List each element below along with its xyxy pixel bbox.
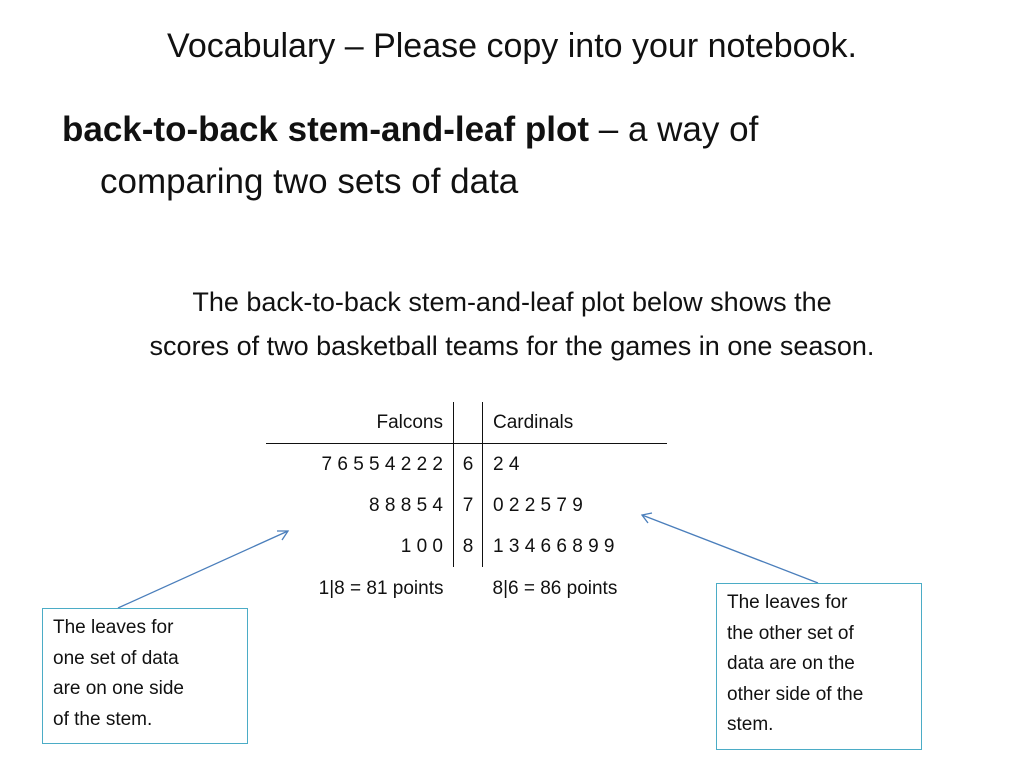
- slide-title: Vocabulary – Please copy into your notebook.: [167, 27, 857, 65]
- callout-right-line: the other set of: [727, 622, 854, 644]
- description-line1: The back-to-back stem-and-leaf plot below shows the: [192, 287, 832, 317]
- callout-left-line: are on one side: [53, 678, 184, 699]
- callout-right-line: stem.: [727, 714, 774, 735]
- falcons-leaves: 1 0 0: [400, 535, 443, 557]
- cardinals-header: Cardinals: [483, 402, 668, 444]
- falcons-leaves: 7 6 5 5 4 2 2 2: [321, 453, 443, 475]
- callout-right-line: The leaves for: [727, 592, 848, 613]
- cardinals-leaves: 2 4: [493, 453, 520, 475]
- stem-and-leaf-plot: [266, 402, 667, 611]
- description-line2: scores of two basketball teams for the games in one season.: [149, 331, 875, 361]
- callout-right: [716, 583, 922, 750]
- plot-description: [40, 280, 984, 368]
- cardinals-leaves: 0 2 2 5 7 9: [493, 494, 583, 516]
- falcons-leaves: 8 8 8 5 4: [369, 494, 443, 516]
- falcons-key: 1|8 = 81 points: [318, 578, 444, 599]
- definition: [62, 104, 962, 208]
- falcons-header: Falcons: [266, 402, 454, 444]
- callout-right-line: data are on the: [727, 653, 855, 674]
- cardinals-key: 8|6 = 86 points: [492, 578, 618, 599]
- definition-term: back-to-back stem-and-leaf plot: [62, 110, 590, 149]
- plot-row: [266, 485, 667, 526]
- stem-header: [454, 402, 483, 444]
- plot-header-row: [266, 402, 667, 444]
- callout-left-line: The leaves for: [53, 617, 174, 638]
- callout-right-line: other side of the: [727, 683, 864, 705]
- key-spacer: [454, 567, 483, 611]
- right-arrow: [642, 515, 818, 583]
- callout-left-line: one set of data: [53, 647, 179, 669]
- plot-row: [266, 526, 667, 567]
- definition-text-line1: – a way of: [589, 110, 759, 149]
- cardinals-leaves: 1 3 4 6 6 8 9 9: [493, 535, 615, 557]
- plot-key-row: [266, 567, 667, 611]
- stem: 6: [454, 444, 483, 486]
- callout-left-line: of the stem.: [53, 708, 153, 730]
- callout-left: [42, 608, 248, 744]
- plot-row: [266, 444, 667, 486]
- stem: 8: [454, 526, 483, 567]
- stem: 7: [454, 485, 483, 526]
- definition-text-line2: comparing two sets of data: [100, 162, 519, 201]
- left-arrow: [118, 531, 288, 608]
